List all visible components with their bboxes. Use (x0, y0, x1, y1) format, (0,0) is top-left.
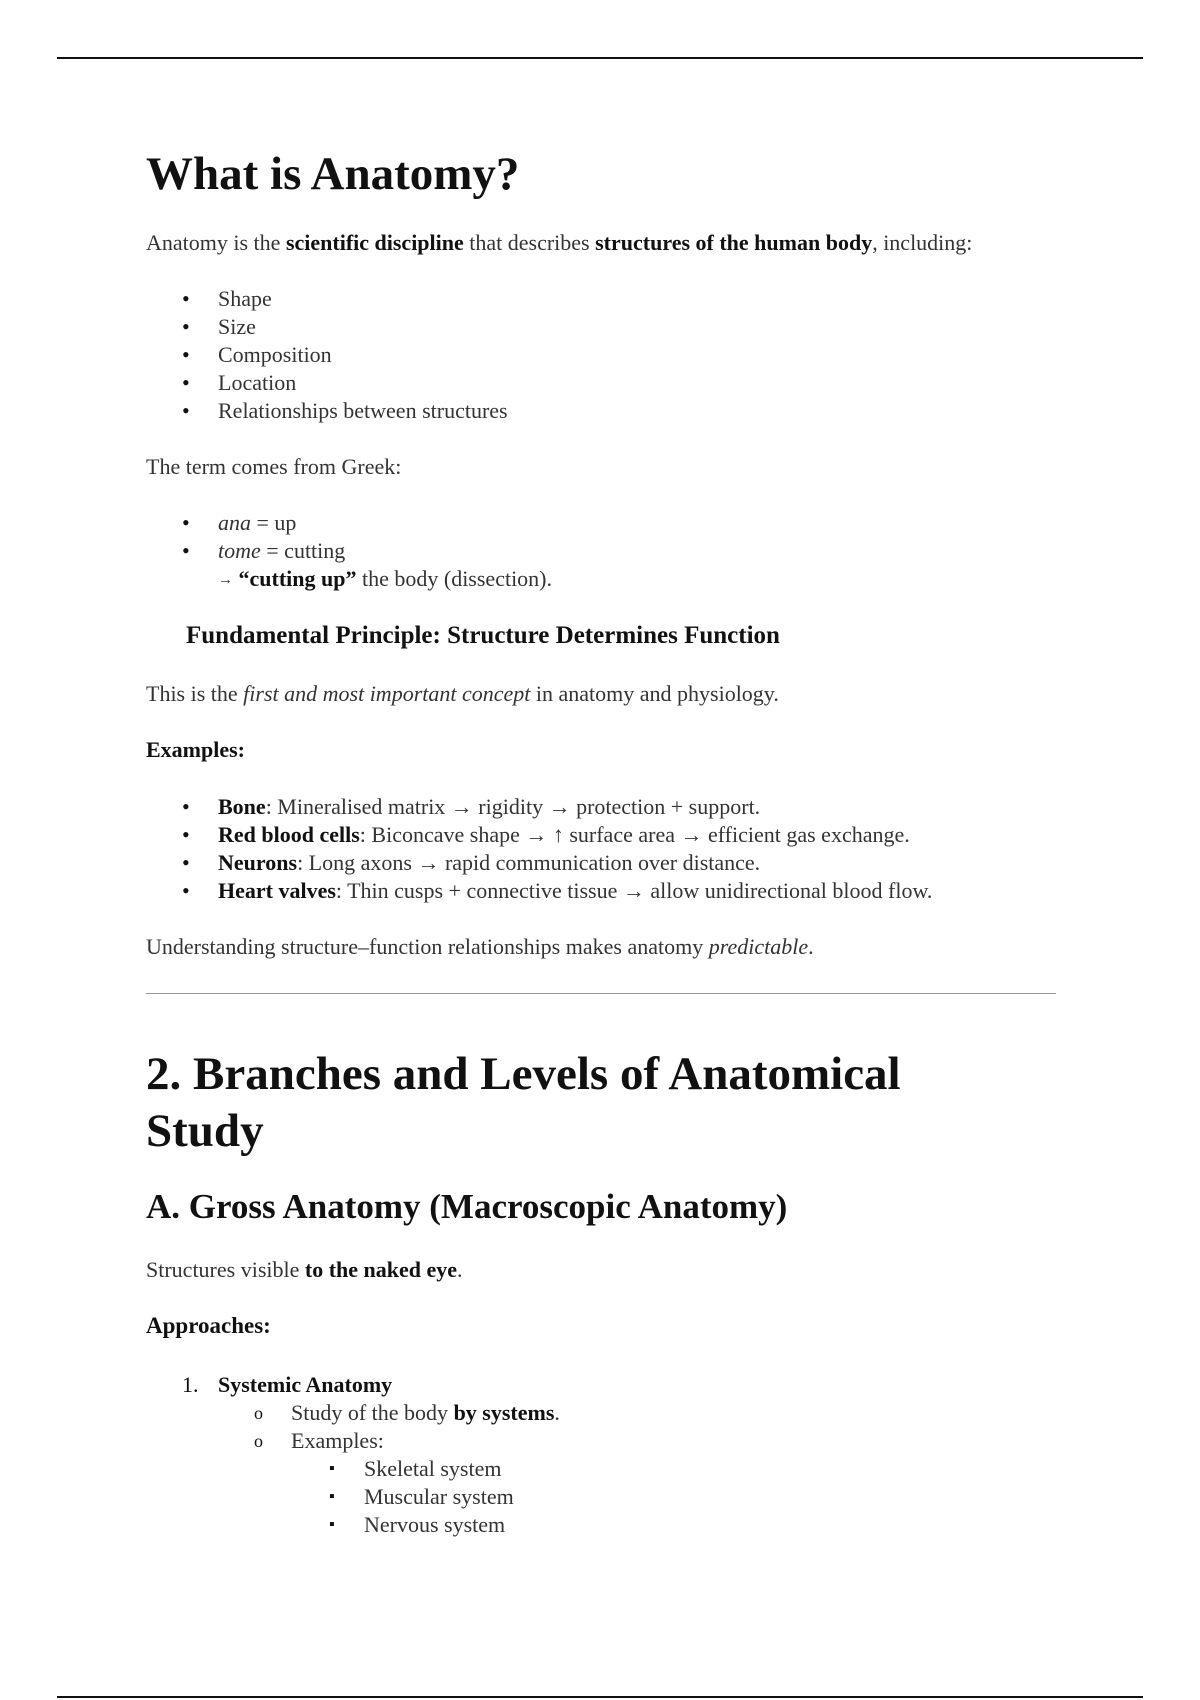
approaches-label: Approaches: (146, 1313, 271, 1338)
square-marker: ▪ (329, 1516, 335, 1533)
feature-label: Location (218, 370, 297, 395)
examples-list (146, 793, 932, 905)
visible-paragraph (146, 1256, 463, 1284)
example-desc: : Biconcave shape → ↑ surface area → efficient gas exchange. (359, 822, 910, 847)
example-term: Heart valves (218, 878, 336, 903)
intro-bold-1: scientific discipline (285, 230, 464, 255)
feature-label: Composition (218, 342, 332, 367)
feature-label: Relationships between structures (218, 398, 508, 423)
sub-text-1: Study of the body (291, 1400, 454, 1425)
list-item (146, 1511, 514, 1539)
bullet-marker: • (182, 538, 190, 563)
visible-text-1: Structures visible (146, 1257, 305, 1282)
page-bottom-rule (57, 1696, 1143, 1698)
example-term: Red blood cells (218, 822, 360, 847)
greek-intro: The term comes from Greek: (146, 454, 402, 479)
sub-text-2: . (554, 1400, 560, 1425)
principle-text-1: This is the (146, 681, 244, 706)
bullet-marker: • (182, 878, 190, 903)
list-item (146, 877, 932, 905)
gross-anatomy-heading: A. Gross Anatomy (Macroscopic Anatomy) (146, 1187, 788, 1226)
example-desc: : Thin cusps + connective tissue → allow unidirectional blood flow. (335, 878, 933, 903)
approach-title: Systemic Anatomy (218, 1372, 393, 1397)
list-item (146, 285, 508, 313)
examples-label-text: Examples: (146, 737, 245, 762)
list-item (146, 1483, 514, 1511)
system-label: Skeletal system (364, 1456, 502, 1481)
principle-heading: Fundamental Principle: Structure Determines Function (186, 622, 780, 649)
intro-text-3: , including: (872, 230, 973, 255)
intro-bold-2: structures of the human body (595, 230, 873, 255)
bullet-marker: • (182, 794, 190, 819)
list-item (146, 397, 508, 425)
section-title: What is Anatomy? (146, 148, 520, 200)
list-item (146, 537, 552, 565)
bullet-marker: • (182, 342, 190, 367)
list-item (146, 849, 932, 877)
system-label: Nervous system (364, 1512, 506, 1537)
section2-title-line1: 2. Branches and Levels of Anatomical (146, 1048, 901, 1100)
list-item (146, 1399, 560, 1427)
summary-text-2: . (808, 934, 814, 959)
square-marker: ▪ (329, 1460, 335, 1477)
bullet-marker: • (182, 850, 190, 875)
greek-term: ana (218, 510, 251, 535)
list-item (146, 1371, 392, 1399)
circle-marker: o (254, 1403, 263, 1423)
list-item (146, 793, 932, 821)
greek-list (146, 509, 552, 593)
intro-text-1: Anatomy is the (146, 230, 286, 255)
list-item (146, 821, 932, 849)
example-desc: : Long axons → rapid communication over distance. (297, 850, 761, 875)
greek-meaning: = up (251, 510, 297, 535)
page-top-rule (57, 57, 1143, 59)
greek-meaning: = cutting (260, 538, 346, 563)
visible-bold: to the naked eye (304, 1257, 458, 1282)
example-term: Bone (218, 794, 266, 819)
list-item-continuation (146, 565, 552, 593)
approach-sublist (146, 1399, 560, 1455)
greek-result-bold: “cutting up” (238, 566, 357, 591)
list-item (146, 369, 508, 397)
features-list (146, 285, 508, 425)
list-item (146, 1455, 514, 1483)
example-desc: : Mineralised matrix → rigidity → protection + support. (265, 794, 761, 819)
bullet-marker: • (182, 398, 190, 423)
visible-text-2: . (457, 1257, 463, 1282)
greek-term: tome (218, 538, 261, 563)
section-divider (146, 993, 1056, 994)
circle-marker: o (254, 1431, 263, 1451)
summary-italic: predictable (708, 934, 809, 959)
system-label: Muscular system (364, 1484, 514, 1509)
sub-examples-label: Examples: (291, 1428, 384, 1453)
list-item (146, 509, 552, 537)
intro-text-2: that describes (463, 230, 596, 255)
feature-label: Size (218, 314, 256, 339)
sub-bold: by systems (453, 1400, 555, 1425)
bullet-marker: • (182, 314, 190, 339)
number-marker: 1. (182, 1372, 199, 1397)
principle-paragraph (146, 680, 779, 708)
systems-list (146, 1455, 514, 1539)
principle-italic: first and most important concept (243, 681, 531, 706)
summary-text-1: Understanding structure–function relationships makes anatomy (146, 934, 709, 959)
feature-label: Shape (218, 286, 272, 311)
list-item (146, 1427, 560, 1455)
example-term: Neurons (218, 850, 298, 875)
bullet-marker: • (182, 370, 190, 395)
principle-text-2: in anatomy and physiology. (530, 681, 779, 706)
examples-label (146, 736, 245, 764)
arrow-icon: → (218, 572, 233, 588)
summary-paragraph (146, 933, 814, 961)
greek-result-text: the body (dissection). (356, 566, 553, 591)
bullet-marker: • (182, 510, 190, 535)
list-item (146, 313, 508, 341)
bullet-marker: • (182, 822, 190, 847)
square-marker: ▪ (329, 1488, 335, 1505)
approaches-list (146, 1371, 392, 1399)
intro-paragraph (146, 229, 972, 257)
section2-title-line2: Study (146, 1105, 264, 1157)
list-item (146, 341, 508, 369)
bullet-marker: • (182, 286, 190, 311)
